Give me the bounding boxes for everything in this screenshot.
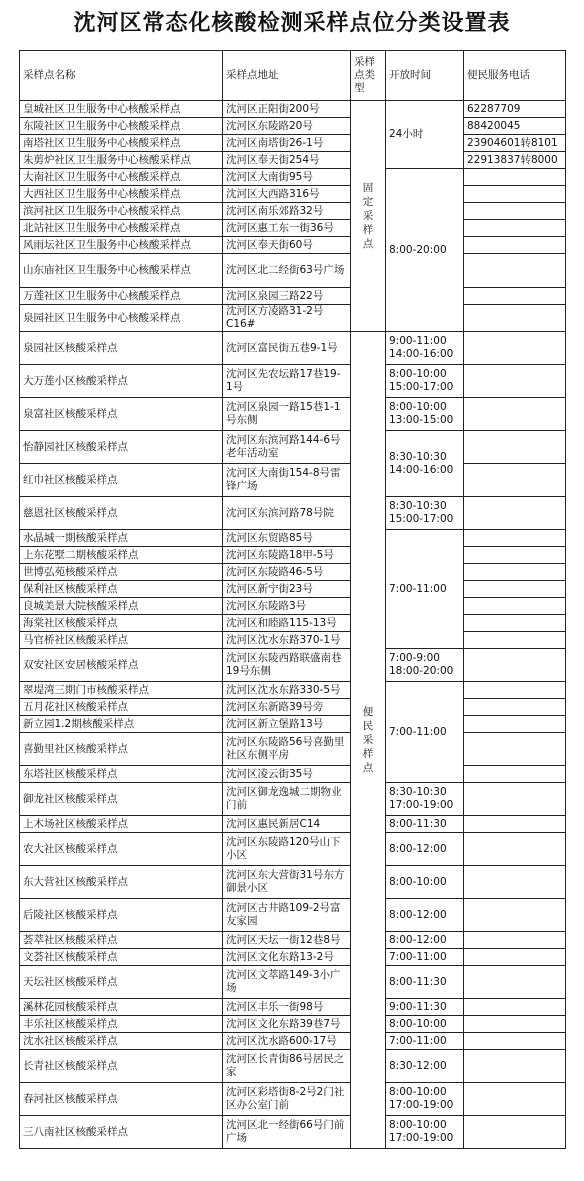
service-phone [464, 949, 566, 966]
site-name: 保利社区核酸采样点 [20, 581, 223, 598]
site-type-fixed [351, 101, 386, 332]
site-address: 沈河区丰乐一街98号 [223, 999, 351, 1016]
service-phone [464, 615, 566, 632]
page-title: 沈河区常态化核酸检测采样点位分类设置表 [73, 11, 511, 36]
site-address: 沈河区北一经街66号门前广场 [223, 1116, 351, 1149]
table-row [20, 1116, 566, 1149]
table-row [20, 1083, 566, 1116]
service-phone [464, 682, 566, 699]
site-type-convenience [351, 332, 386, 1149]
service-phone [464, 237, 566, 254]
header-address: 采样点地址 [223, 51, 351, 101]
table-row [20, 237, 566, 254]
site-type-label: 固定采样点 [362, 182, 374, 250]
site-name: 溪林花园核酸采样点 [20, 999, 223, 1016]
service-phone [464, 547, 566, 564]
service-phone [464, 1033, 566, 1050]
open-hours: 7:00-11:00 [386, 1033, 464, 1050]
site-name: 翠堤湾三期门市核酸采样点 [20, 682, 223, 699]
table-row [20, 332, 566, 365]
site-name: 朱剪炉社区卫生服务中心核酸采样点 [20, 152, 223, 169]
table-row [20, 783, 566, 816]
table-row [20, 649, 566, 682]
site-name: 泉富社区核酸采样点 [20, 398, 223, 431]
open-hours: 8:00-20:00 [386, 169, 464, 332]
site-address: 沈河区北二经街63号广场 [223, 254, 351, 288]
table-row [20, 101, 566, 118]
site-address: 沈河区方凌路31-2号C16# [223, 305, 351, 332]
table-row [20, 398, 566, 431]
site-name: 良城美景大院核酸采样点 [20, 598, 223, 615]
service-phone [464, 186, 566, 203]
site-name: 大西社区卫生服务中心核酸采样点 [20, 186, 223, 203]
site-name: 上东花墅二期核酸采样点 [20, 547, 223, 564]
open-hours: 7:00-11:00 [386, 682, 464, 783]
table-header-row [20, 51, 566, 101]
site-address: 沈河区东陵路56号喜勤里社区东侧平房 [223, 733, 351, 766]
site-address: 沈河区东陵路18甲-5号 [223, 547, 351, 564]
site-name: 天坛社区核酸采样点 [20, 966, 223, 999]
site-name: 大万莲小区核酸采样点 [20, 365, 223, 398]
service-phone [464, 497, 566, 530]
site-address: 沈河区文化东路39巷7号 [223, 1016, 351, 1033]
table-row [20, 932, 566, 949]
open-hours: 9:00-11:00 14:00-16:00 [386, 332, 464, 365]
site-name: 泉园社区核酸采样点 [20, 332, 223, 365]
site-address: 沈河区东滨河路144-6号老年活动室 [223, 431, 351, 464]
site-address: 沈河区先农坛路17巷19-1号 [223, 365, 351, 398]
service-phone [464, 254, 566, 288]
header-hours: 开放时间 [386, 51, 464, 101]
site-name: 北站社区卫生服务中心核酸采样点 [20, 220, 223, 237]
site-name: 东陵社区卫生服务中心核酸采样点 [20, 118, 223, 135]
table-row [20, 866, 566, 899]
open-hours: 8:00-10:00 17:00-19:00 [386, 1116, 464, 1149]
site-name: 南塔社区卫生服务中心核酸采样点 [20, 135, 223, 152]
site-address: 沈河区东陵路46-5号 [223, 564, 351, 581]
site-address: 沈河区东陵路3号 [223, 598, 351, 615]
table-row [20, 949, 566, 966]
site-address: 沈河区泉园一路15巷1-1号东侧 [223, 398, 351, 431]
table-row [20, 118, 566, 135]
site-address: 沈河区天坛一街12巷8号 [223, 932, 351, 949]
site-address: 沈河区凌云街35号 [223, 766, 351, 783]
service-phone [464, 530, 566, 547]
service-phone [464, 431, 566, 464]
table-row [20, 966, 566, 999]
service-phone [464, 169, 566, 186]
open-hours: 8:00-12:00 [386, 833, 464, 866]
service-phone [464, 716, 566, 733]
table-row [20, 305, 566, 332]
site-address: 沈河区文萃路149-3小广场 [223, 966, 351, 999]
service-phone: 88420045 [464, 118, 566, 135]
site-name: 沈水社区核酸采样点 [20, 1033, 223, 1050]
service-phone [464, 1116, 566, 1149]
open-hours: 7:00-9:00 18:00-20:00 [386, 649, 464, 682]
service-phone [464, 816, 566, 833]
service-phone [464, 305, 566, 332]
site-address: 沈河区长青街86号居民之家 [223, 1050, 351, 1083]
site-address: 沈河区正阳街200号 [223, 101, 351, 118]
table-body [20, 101, 566, 1149]
service-phone [464, 932, 566, 949]
service-phone [464, 733, 566, 766]
site-address: 沈河区泉园三路22号 [223, 288, 351, 305]
open-hours: 9:00-11:30 [386, 999, 464, 1016]
table-row [20, 186, 566, 203]
table-row [20, 615, 566, 632]
table-row [20, 899, 566, 932]
service-phone: 62287709 [464, 101, 566, 118]
site-name: 世博弘苑核酸采样点 [20, 564, 223, 581]
open-hours: 8:00-10:00 15:00-17:00 [386, 365, 464, 398]
open-hours: 8:00-11:30 [386, 966, 464, 999]
site-name: 慈恩社区核酸采样点 [20, 497, 223, 530]
table-row [20, 564, 566, 581]
open-hours: 8:00-12:00 [386, 899, 464, 932]
site-address: 沈河区沈水路600-17号 [223, 1033, 351, 1050]
table-row [20, 699, 566, 716]
table-row [20, 682, 566, 699]
open-hours: 8:30-10:30 14:00-16:00 [386, 431, 464, 497]
site-name: 红巾社区核酸采样点 [20, 464, 223, 497]
site-name: 山东庙社区卫生服务中心核酸采样点 [20, 254, 223, 288]
site-address: 沈河区东新路39号旁 [223, 699, 351, 716]
service-phone [464, 899, 566, 932]
site-name: 滨河社区卫生服务中心核酸采样点 [20, 203, 223, 220]
service-phone [464, 365, 566, 398]
table-row [20, 632, 566, 649]
service-phone: 23904601转8101 [464, 135, 566, 152]
open-hours: 8:00-11:30 [386, 816, 464, 833]
open-hours: 8:00-10:00 17:00-19:00 [386, 1083, 464, 1116]
site-name: 海棠社区核酸采样点 [20, 615, 223, 632]
site-name: 长青社区核酸采样点 [20, 1050, 223, 1083]
site-type-label: 便民采样点 [362, 706, 374, 774]
site-name: 怡静园社区核酸采样点 [20, 431, 223, 464]
table-row [20, 135, 566, 152]
service-phone [464, 1016, 566, 1033]
table-row [20, 581, 566, 598]
header-name: 采样点名称 [20, 51, 223, 101]
site-address: 沈河区东滨河路78号院 [223, 497, 351, 530]
site-address: 沈河区东陵西路联盛南巷19号东侧 [223, 649, 351, 682]
site-address: 沈河区沈水东路330-5号 [223, 682, 351, 699]
table-row [20, 431, 566, 464]
site-name: 丰乐社区核酸采样点 [20, 1016, 223, 1033]
site-address: 沈河区文化东路13-2号 [223, 949, 351, 966]
site-name: 双安社区安居核酸采样点 [20, 649, 223, 682]
site-name: 新立园1.2期核酸采样点 [20, 716, 223, 733]
table-row [20, 365, 566, 398]
site-address: 沈河区南乐郊路32号 [223, 203, 351, 220]
service-phone [464, 581, 566, 598]
service-phone [464, 464, 566, 497]
table-row [20, 497, 566, 530]
site-address: 沈河区东陵路20号 [223, 118, 351, 135]
site-name: 水晶城一期核酸采样点 [20, 530, 223, 547]
open-hours: 7:00-11:00 [386, 949, 464, 966]
service-phone [464, 1083, 566, 1116]
service-phone [464, 649, 566, 682]
service-phone [464, 766, 566, 783]
service-phone [464, 632, 566, 649]
table-row [20, 203, 566, 220]
header-type: 采样点类型 [351, 51, 386, 101]
table-row [20, 733, 566, 766]
sampling-sites-table [19, 50, 566, 1149]
service-phone [464, 564, 566, 581]
site-name: 御龙社区核酸采样点 [20, 783, 223, 816]
table-row [20, 1050, 566, 1083]
open-hours: 8:00-12:00 [386, 932, 464, 949]
site-name: 后陵社区核酸采样点 [20, 899, 223, 932]
open-hours: 8:30-10:30 17:00-19:00 [386, 783, 464, 816]
open-hours: 24小时 [386, 101, 464, 169]
open-hours: 8:00-10:00 13:00-15:00 [386, 398, 464, 431]
site-name: 文荟社区核酸采样点 [20, 949, 223, 966]
service-phone [464, 220, 566, 237]
table-row [20, 833, 566, 866]
table-row [20, 254, 566, 288]
site-name: 万莲社区卫生服务中心核酸采样点 [20, 288, 223, 305]
open-hours: 8:30-10:30 15:00-17:00 [386, 497, 464, 530]
table-row [20, 220, 566, 237]
site-address: 沈河区奉天街254号 [223, 152, 351, 169]
service-phone [464, 866, 566, 899]
site-address: 沈河区奉天街60号 [223, 237, 351, 254]
site-name: 喜勤里社区核酸采样点 [20, 733, 223, 766]
service-phone [464, 203, 566, 220]
site-address: 沈河区东大营街31号东方御景小区 [223, 866, 351, 899]
service-phone [464, 833, 566, 866]
site-address: 沈河区新宁街23号 [223, 581, 351, 598]
open-hours: 8:00-10:00 [386, 866, 464, 899]
table-row [20, 547, 566, 564]
service-phone: 22913837转8000 [464, 152, 566, 169]
site-name: 风雨坛社区卫生服务中心核酸采样点 [20, 237, 223, 254]
service-phone [464, 332, 566, 365]
header-phone: 便民服务电话 [464, 51, 566, 101]
site-address: 沈河区惠工东一街36号 [223, 220, 351, 237]
site-address: 沈河区大西路316号 [223, 186, 351, 203]
site-name: 东大营社区核酸采样点 [20, 866, 223, 899]
service-phone [464, 699, 566, 716]
table-row [20, 152, 566, 169]
table-row [20, 288, 566, 305]
open-hours: 8:00-10:00 [386, 1016, 464, 1033]
service-phone [464, 398, 566, 431]
service-phone [464, 999, 566, 1016]
site-address: 沈河区惠民新居C14 [223, 816, 351, 833]
site-address: 沈河区富民街五巷9-1号 [223, 332, 351, 365]
table-row [20, 169, 566, 186]
table-row [20, 530, 566, 547]
site-address: 沈河区新立堡路13号 [223, 716, 351, 733]
service-phone [464, 966, 566, 999]
service-phone [464, 288, 566, 305]
table-row [20, 816, 566, 833]
table-row [20, 716, 566, 733]
table-row [20, 1033, 566, 1050]
open-hours: 8:30-12:00 [386, 1050, 464, 1083]
site-address: 沈河区沈水东路370-1号 [223, 632, 351, 649]
site-address: 沈河区古井路109-2号富友家园 [223, 899, 351, 932]
site-name: 上木场社区核酸采样点 [20, 816, 223, 833]
site-name: 春河社区核酸采样点 [20, 1083, 223, 1116]
site-name: 农大社区核酸采样点 [20, 833, 223, 866]
service-phone [464, 783, 566, 816]
site-name: 皇城社区卫生服务中心核酸采样点 [20, 101, 223, 118]
site-name: 泉园社区卫生服务中心核酸采样点 [20, 305, 223, 332]
open-hours: 7:00-11:00 [386, 530, 464, 649]
site-address: 沈河区大南街95号 [223, 169, 351, 186]
table-row [20, 999, 566, 1016]
site-address: 沈河区和睦路115-13号 [223, 615, 351, 632]
site-name: 三八南社区核酸采样点 [20, 1116, 223, 1149]
site-name: 大南社区卫生服务中心核酸采样点 [20, 169, 223, 186]
service-phone [464, 1050, 566, 1083]
site-address: 沈河区大南街154-8号雷锋广场 [223, 464, 351, 497]
site-name: 马官桥社区核酸采样点 [20, 632, 223, 649]
site-address: 沈河区南塔街26-1号 [223, 135, 351, 152]
site-name: 五月花社区核酸采样点 [20, 699, 223, 716]
table-row [20, 598, 566, 615]
table-row [20, 1016, 566, 1033]
service-phone [464, 598, 566, 615]
table-row [20, 464, 566, 497]
site-address: 沈河区彩塔街8-2号2门社区办公室门前 [223, 1083, 351, 1116]
site-address: 沈河区东贸路85号 [223, 530, 351, 547]
site-name: 荟萃社区核酸采样点 [20, 932, 223, 949]
site-name: 东塔社区核酸采样点 [20, 766, 223, 783]
site-address: 沈河区东陵路120号山下小区 [223, 833, 351, 866]
site-address: 沈河区御龙逸城二期物业门前 [223, 783, 351, 816]
table-row [20, 766, 566, 783]
